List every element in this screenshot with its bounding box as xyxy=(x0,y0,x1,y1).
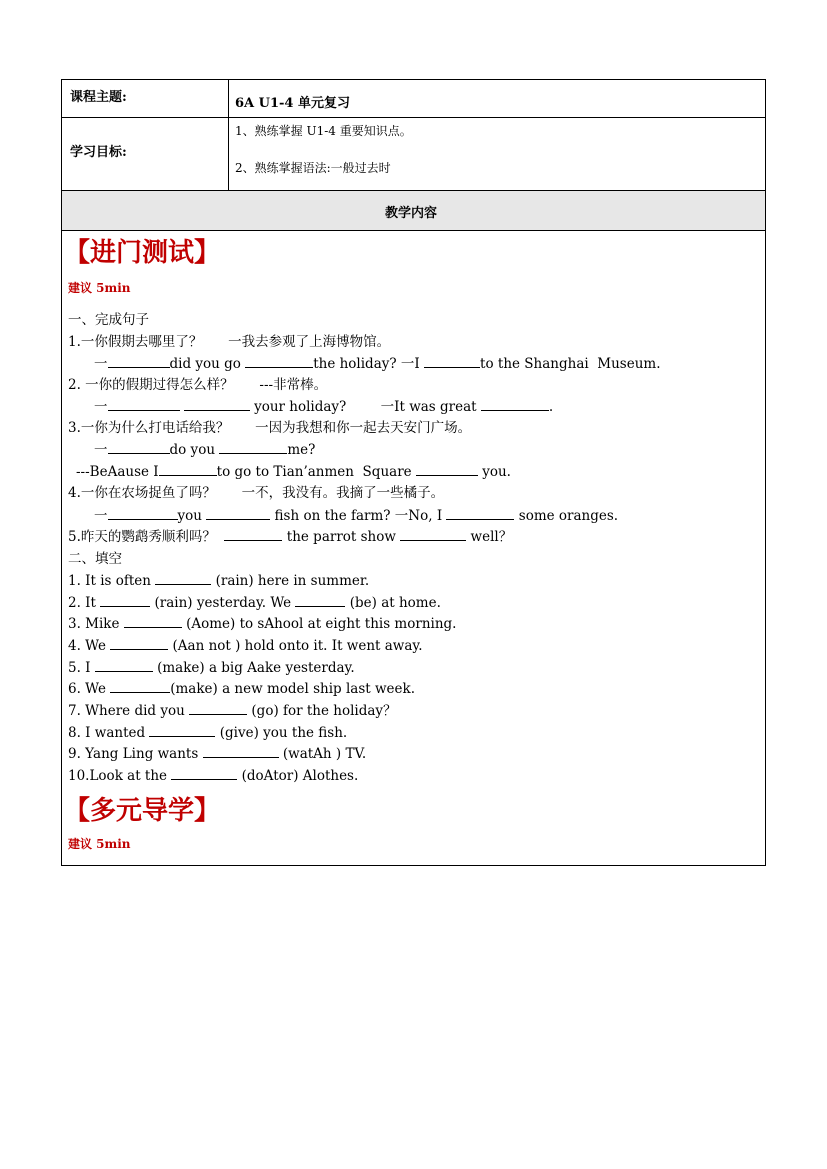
answer-text: you xyxy=(177,508,202,524)
fill-text: (give) you the fish. xyxy=(219,725,348,741)
answer-blank[interactable] xyxy=(224,528,282,541)
column-divider xyxy=(228,80,229,190)
fill-blank[interactable] xyxy=(189,702,247,715)
question-item: 3.一你为什么打电话给我？ 一因为我想和你一起去天安门广场。 xyxy=(68,420,472,436)
suggest-time: 建议 5min xyxy=(68,281,131,295)
answer-blank[interactable] xyxy=(481,398,549,411)
answer-text: your holiday? xyxy=(254,399,347,415)
part-title: 二、填空 xyxy=(68,551,122,567)
fill-text: 10.Look at the xyxy=(68,768,168,784)
question-item: 4.一你在农场捉鱼了吗？ 一不，我没有。我摘了一些橘子。 xyxy=(68,485,445,501)
fill-text: 8. I wanted xyxy=(68,725,146,741)
question-item: 2. 一你的假期过得怎么样？ ---非常棒。 xyxy=(68,377,328,393)
suggest-time: 建议 5min xyxy=(68,837,131,851)
fill-text: (make) a big Aake yesterday. xyxy=(157,660,355,676)
answer-text: some oranges. xyxy=(518,508,619,524)
row-divider xyxy=(62,230,765,231)
section-heading-guided-learning: 【多元导学】 xyxy=(64,796,221,826)
fill-text: 3. Mike xyxy=(68,616,120,632)
fill-text: (Aan not ) hold onto it. It went away. xyxy=(172,638,423,654)
answer-line: 一 your holiday? 一It was great . xyxy=(94,399,554,415)
answer-line xyxy=(76,463,511,481)
answer-line: 一 you fish on the farm? 一No, I some oranges. xyxy=(94,508,619,524)
fill-text: 4. We xyxy=(68,638,106,654)
answer-blank[interactable] xyxy=(159,463,217,476)
answer-text: did you go xyxy=(169,356,241,372)
fill-item xyxy=(68,637,423,655)
answer-text: . xyxy=(548,399,554,415)
question-item: 1.一你假期去哪里了？ 一我去参观了上海博物馆。 xyxy=(68,334,391,350)
answer-blank[interactable] xyxy=(245,355,313,368)
answer-text: the holiday? 一I xyxy=(313,356,420,372)
part-title: 一、完成句子 xyxy=(68,312,149,328)
fill-blank[interactable] xyxy=(110,680,170,693)
fill-item xyxy=(68,702,397,720)
answer-blank[interactable] xyxy=(108,398,180,411)
topic-value: 6A U1-4 单元复习 xyxy=(235,96,351,111)
question-item: 5.昨天的鹦鹉秀顺利吗？ xyxy=(68,529,216,545)
fill-blank[interactable] xyxy=(100,594,150,607)
fill-blank[interactable] xyxy=(124,615,182,628)
answer-blank[interactable] xyxy=(424,355,480,368)
fill-item xyxy=(68,659,355,677)
answer-line: 一 did you go the holiday? 一I to the Shanghai Museum. xyxy=(94,356,661,372)
fill-text: (be) at home. xyxy=(349,595,441,611)
fill-text: 5. I xyxy=(68,660,91,676)
answer-blank[interactable] xyxy=(219,441,287,454)
fill-item xyxy=(68,745,366,763)
topic-label: 课程主题: xyxy=(70,90,127,105)
goal-label: 学习目标: xyxy=(70,145,127,160)
answer-line xyxy=(68,528,512,546)
fill-blank[interactable] xyxy=(149,724,215,737)
answer-text: to go to Tian’anmen Square xyxy=(216,464,412,480)
fill-item xyxy=(68,572,369,590)
fill-item xyxy=(68,680,415,698)
fill-text: (make) a new model ship last week. xyxy=(170,681,416,697)
fill-blank[interactable] xyxy=(110,637,168,650)
answer-blank[interactable] xyxy=(400,528,466,541)
fill-blank[interactable] xyxy=(171,767,237,780)
answer-text: the parrot show xyxy=(286,529,396,545)
fill-text: (rain) here in summer. xyxy=(215,573,370,589)
answer-text: you. xyxy=(482,464,511,480)
fill-blank[interactable] xyxy=(295,594,345,607)
fill-item xyxy=(68,767,358,785)
answer-text: do you xyxy=(169,442,216,458)
answer-text: 一It was great xyxy=(380,399,477,415)
fill-text: 9. Yang Ling wants xyxy=(68,746,199,762)
fill-item xyxy=(68,615,456,633)
goal-item: 1、熟练掌握 U1-4 重要知识点。 xyxy=(235,124,412,138)
fill-text: 7. Where did you xyxy=(68,703,185,719)
answer-text: well？ xyxy=(470,529,513,545)
answer-line: 一 do you me? xyxy=(94,442,316,458)
fill-text: (Aome) to sAhool at eight this morning. xyxy=(186,616,457,632)
fill-text: 2. It xyxy=(68,595,96,611)
answer-blank[interactable] xyxy=(108,441,170,454)
fill-blank[interactable] xyxy=(203,745,279,758)
fill-text: (doAtor) Alothes. xyxy=(241,768,359,784)
fill-text: 1. It is often xyxy=(68,573,151,589)
content-header: 教学内容 xyxy=(385,206,438,221)
fill-text: (go) for the holiday？ xyxy=(251,703,397,719)
row-divider xyxy=(62,117,765,118)
answer-text: me? xyxy=(287,442,316,458)
fill-text: (watAh ) TV. xyxy=(282,746,367,762)
answer-blank[interactable] xyxy=(184,398,250,411)
row-divider xyxy=(62,190,765,191)
section-heading-entry-test: 【进门测试】 xyxy=(64,238,221,268)
fill-blank[interactable] xyxy=(95,659,153,672)
fill-item xyxy=(68,594,441,612)
answer-text: ---BeAause I xyxy=(76,464,159,480)
answer-text: to the Shanghai Museum. xyxy=(480,356,661,372)
fill-blank[interactable] xyxy=(155,572,211,585)
fill-text: 6. We xyxy=(68,681,106,697)
answer-blank[interactable] xyxy=(416,463,478,476)
answer-text: fish on the farm? 一No, I xyxy=(274,508,443,524)
fill-text: (rain) yesterday. We xyxy=(154,595,292,611)
answer-blank[interactable] xyxy=(446,507,514,520)
answer-blank[interactable] xyxy=(108,355,170,368)
fill-item xyxy=(68,724,347,742)
answer-blank[interactable] xyxy=(108,507,178,520)
goal-item: 2、熟练掌握语法:一般过去时 xyxy=(235,161,391,175)
answer-blank[interactable] xyxy=(206,507,270,520)
